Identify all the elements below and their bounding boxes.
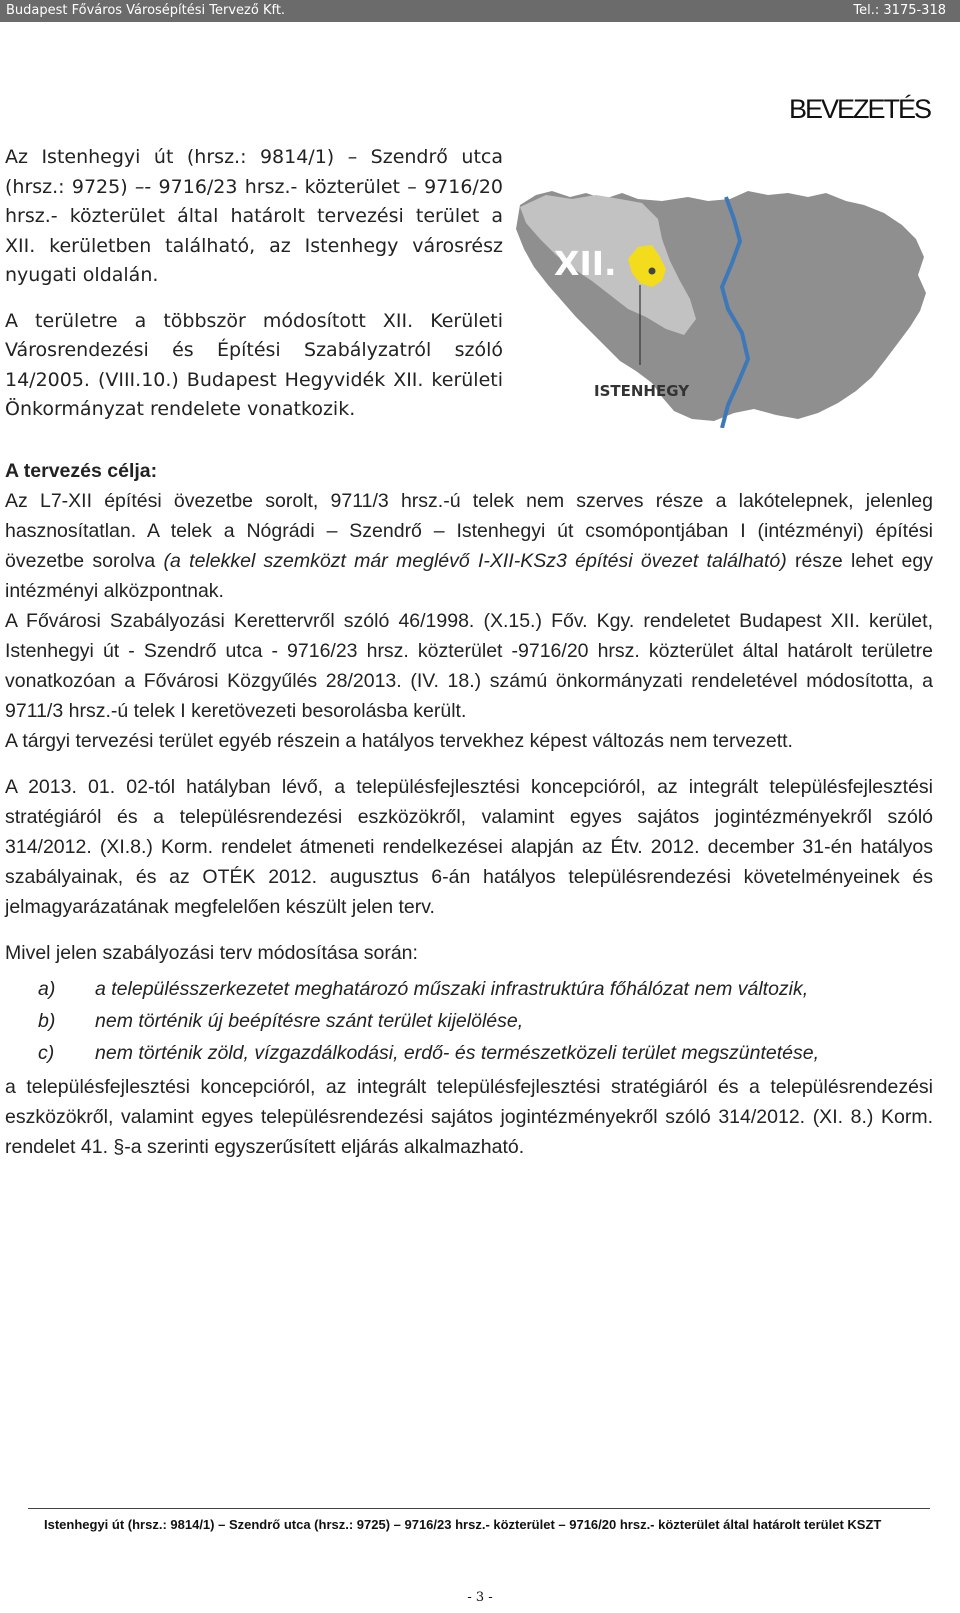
- conditions-intro: Mivel jelen szabályozási terv módosítása során:: [5, 942, 418, 964]
- list-item-text: nem történik zöld, vízgazdálkodási, erdő- és természetközeli terület megszüntetése,: [95, 1042, 820, 1064]
- goal-paragraph-1: [5, 486, 933, 606]
- goal-heading: A tervezés célja:: [5, 460, 158, 482]
- goal-p1-end: része lehet egy intézményi alközpontnak.: [5, 550, 933, 602]
- goal-paragraph-2: A Fővárosi Szabályozási Kerettervről szóló 46/1998. (X.15.) Főv. Kgy. rendeletet Budapest XII. kerület, Istenhegyi út - Szendrő utca - 9716/23 hrsz. közterület -9716/20 hrsz. közterület által határolt területre vonatkozóan a Fővárosi Közgyűlés 28/2013. (IV. 18.) számú önkormányzati rendeletével módosította, a 9711/3 hrsz.-ú telek I keretövezeti besorolásba került.: [5, 610, 933, 722]
- list-item: [5, 974, 933, 1004]
- page-number: - 3 -: [467, 1590, 493, 1605]
- conclusion-paragraph: a településfejlesztési koncepcióról, az integrált településfejlesztési stratégiáról és a településrendezési eszközökről, valamint egyes településrendezési sajátos jogintézményekről szóló 314/2012. (XI. 8.) Korm. rendelet 41. §-a szerinti egyszerűsített eljárás alkalmazható.: [5, 1076, 933, 1158]
- footer-divider: [28, 1508, 930, 1509]
- list-marker: c): [38, 1042, 55, 1064]
- list-marker: a): [38, 978, 56, 1000]
- list-marker: b): [38, 1010, 56, 1032]
- goal-paragraph-3: A tárgyi tervezési terület egyéb részein a hatályos tervekhez képest változás nem tervezett.: [5, 730, 793, 752]
- list-item: [5, 1038, 933, 1068]
- company-name: Budapest Főváros Városépítési Tervező Kft.: [6, 3, 286, 18]
- district-location-map: [512, 183, 952, 428]
- list-item: [5, 1006, 933, 1036]
- list-item-text: nem történik új beépítésre szánt terület kijelölése,: [95, 1010, 524, 1032]
- intro-paragraph-regulation: A területre a többször módosított XII. Kerületi Városrendezési és Építési Szabályzatról szóló 14/2005. (VIII.10.) Budapest Hegyvidék XII. kerületi Önkormányzat rendelete vonatkozik.: [5, 309, 503, 420]
- district-label: XII.: [554, 244, 617, 283]
- istenhegy-label: ISTENHEGY: [594, 382, 690, 400]
- list-item-text: a településszerkezetet meghatározó műszaki infrastruktúra főhálózat nem változik,: [95, 978, 809, 1000]
- intro-paragraph-location: Az Istenhegyi út (hrsz.: 9814/1) – Szendrő utca (hrsz.: 9725) –- 9716/23 hrsz.- közterület – 9716/20 hrsz.- közterület által határolt tervezési terület a XII. kerületben található, az Istenhegy városrész nyugati oldalán.: [5, 146, 503, 286]
- intro-text: [5, 143, 503, 441]
- section-title: BEVEZETÉS: [788, 94, 930, 124]
- page-header: [0, 0, 960, 22]
- phone-number: Tel.: 3175-318: [853, 3, 946, 18]
- planning-area-marker: [649, 268, 656, 275]
- main-content: [5, 456, 933, 1162]
- footer-text: Istenhegyi út (hrsz.: 9814/1) – Szendrő utca (hrsz.: 9725) – 9716/23 hrsz.- közterület – 9716/20 hrsz.- közterület által határolt terület KSZT: [44, 1517, 882, 1532]
- goal-p1-italic: (a telekkel szemközt már meglévő I-XII-KSz3 építési övezet található): [163, 550, 787, 572]
- goal-p1-start: Az L7-XII építési övezetbe sorolt, 9711/3 hrsz.-ú telek nem szerves része a lakótelepnek, jelenleg hasznosítatlan. A telek a Nógrádi – Szendrő – Istenhegyi út csomópontjában I (intézményi) építési övezetbe sorolva: [5, 490, 933, 572]
- conditions-list: [5, 974, 933, 1068]
- legal-paragraph: A 2013. 01. 02-tól hatályban lévő, a településfejlesztési koncepcióról, az integrált településfejlesztési stratégiáról és a településrendezési eszközökről, valamint egyes sajátos jogintézményekről szóló 314/2012. (XI.8.) Korm. rendelet átmeneti rendelkezései alapján az Étv. 2012. december 31-én hatályos szabályainak, és az OTÉK 2012. augusztus 6-án hatályos településrendezési követelményeinek és jelmagyarázatának megfelelően készült jelen terv.: [5, 776, 933, 918]
